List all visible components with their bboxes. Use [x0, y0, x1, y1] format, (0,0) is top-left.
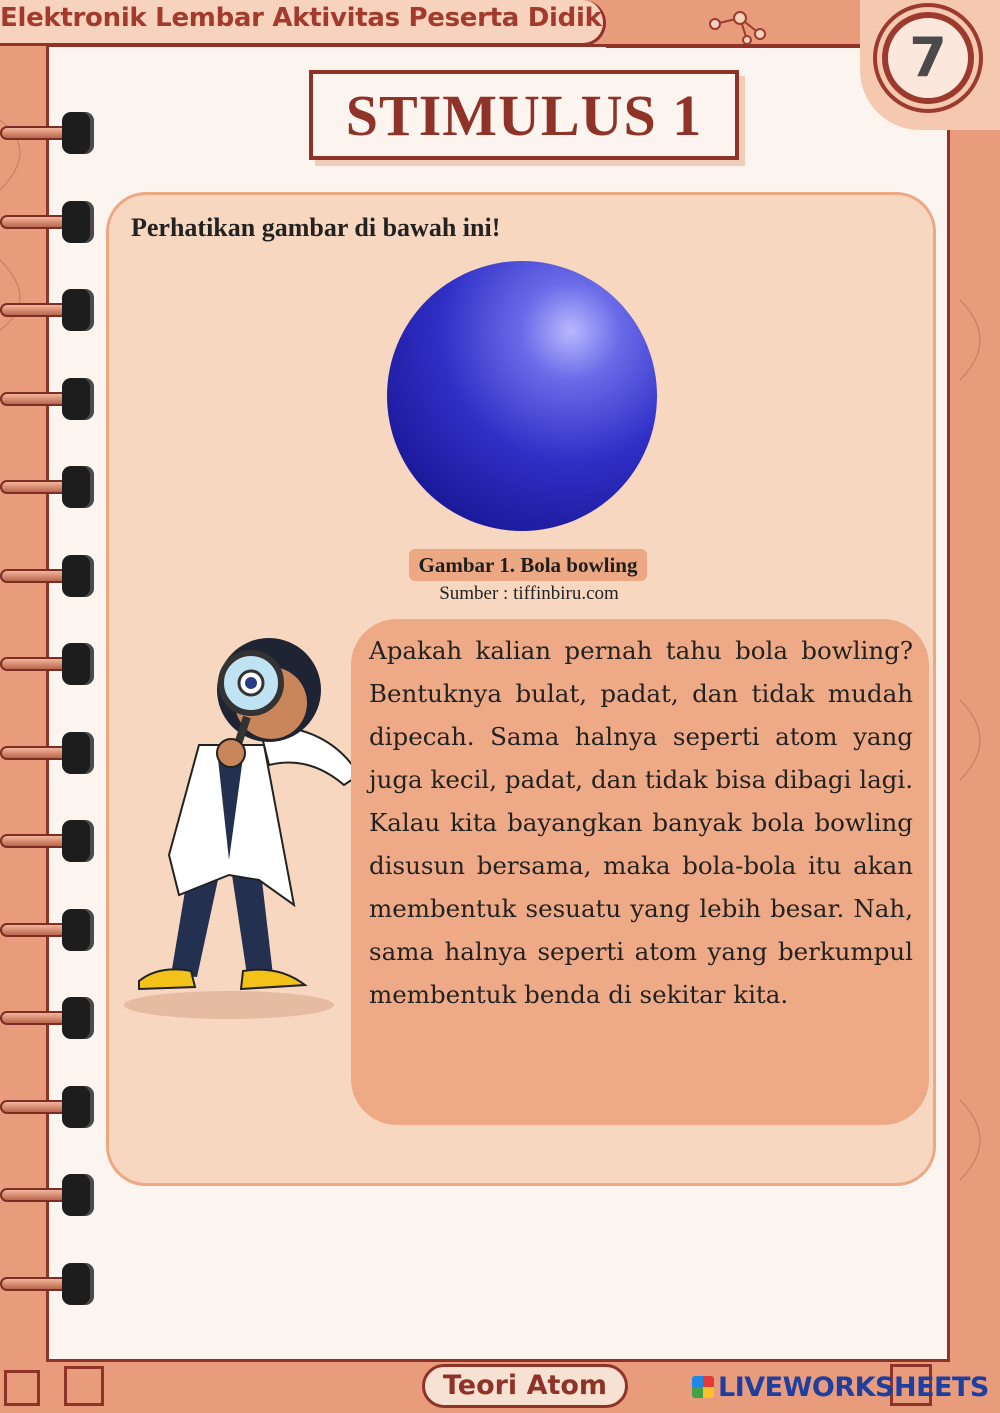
decor-square: [64, 1366, 104, 1406]
stimulus-text-box: [351, 619, 929, 1125]
spiral-ring: [0, 555, 100, 595]
instruction-text: Perhatikan gambar di bawah ini!: [131, 213, 501, 242]
header-banner: [0, 0, 606, 46]
page-number-badge-bg: [860, 0, 1000, 130]
spiral-ring: [0, 1263, 100, 1303]
figure-caption: Gambar 1. Bola bowling: [409, 549, 647, 581]
spiral-ring: [0, 289, 100, 329]
spiral-ring: [0, 820, 100, 860]
ring-hole: [62, 555, 94, 597]
spiral-ring: [0, 643, 100, 683]
ring-hole: [62, 732, 94, 774]
header-title: Elektronik Lembar Aktivitas Peserta Didik: [0, 3, 602, 33]
spiral-ring: [0, 997, 100, 1037]
ring-hole: [62, 1263, 94, 1305]
scientist-illustration: [119, 625, 359, 1025]
figure-source: Sumber : tiffinbiru.com: [439, 583, 619, 604]
molecule-icon: [705, 4, 775, 46]
spiral-ring: [0, 201, 100, 241]
spiral-ring: [0, 909, 100, 949]
stimulus-panel: [106, 192, 936, 1186]
liveworksheets-watermark[interactable]: [692, 1372, 989, 1403]
page-number: 7: [909, 26, 947, 89]
ring-hole: [62, 1086, 94, 1128]
footer-topic-pill: [422, 1364, 628, 1408]
decor-square: [4, 1370, 40, 1406]
ring-hole: [62, 820, 94, 862]
stimulus-title-box: [309, 70, 739, 160]
ring-hole: [62, 289, 94, 331]
stimulus-paragraph: Apakah kalian pernah tahu bola bowling? Bentuknya bulat, padat, dan tidak mudah dipecah. Sama halnya seperti atom yang juga kecil, padat, dan tidak bisa dibagi lagi. Kalau kita bayangkan banyak bola bowling disusun bersama, maka bola-bola itu akan membentuk sesuatu yang lebih besar. Nah, sama halnya seperti atom yang berkumpul membentuk benda di sekitar kita.: [369, 636, 913, 1009]
spiral-ring: [0, 466, 100, 506]
ring-hole: [62, 112, 94, 154]
ring-hole: [62, 909, 94, 951]
watermark-text: LIVEWORKSHEETS: [718, 1372, 989, 1403]
ring-hole: [62, 378, 94, 420]
page-number-badge: [882, 12, 974, 104]
spiral-ring: [0, 732, 100, 772]
bowling-ball-image: [387, 261, 657, 531]
ring-hole: [62, 643, 94, 685]
stimulus-title: STIMULUS 1: [345, 83, 703, 148]
ring-hole: [62, 466, 94, 508]
footer-topic: Teori Atom: [442, 1370, 608, 1401]
spiral-ring: [0, 1174, 100, 1214]
ring-hole: [62, 997, 94, 1039]
spiral-ring: [0, 112, 100, 152]
spiral-ring: [0, 378, 100, 418]
ring-hole: [62, 201, 94, 243]
spiral-ring: [0, 1086, 100, 1126]
ring-hole: [62, 1174, 94, 1216]
liveworksheets-logo-icon: [692, 1376, 714, 1398]
